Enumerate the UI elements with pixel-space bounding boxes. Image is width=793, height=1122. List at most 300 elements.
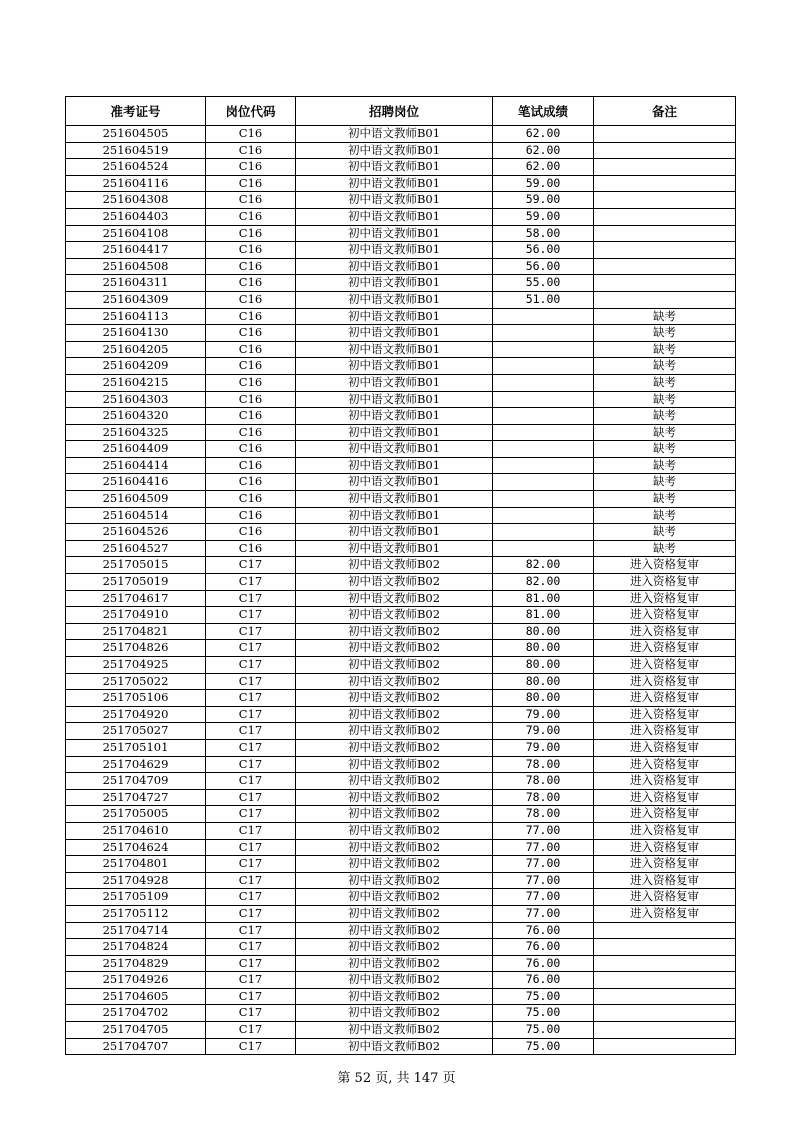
written-score-cell <box>493 424 594 441</box>
ticket-number-cell: 251604215 <box>66 374 206 391</box>
written-score-cell: 78.00 <box>493 806 594 823</box>
table-row <box>66 1038 736 1055</box>
position-code-cell: C17 <box>206 1022 296 1039</box>
written-score-cell: 51.00 <box>493 291 594 308</box>
ticket-number-cell: 251604308 <box>66 192 206 209</box>
table-row <box>66 889 736 906</box>
written-score-cell <box>493 408 594 425</box>
ticket-number-cell: 251704926 <box>66 972 206 989</box>
ticket-number-cell: 251704709 <box>66 773 206 790</box>
position-code-cell: C16 <box>206 341 296 358</box>
recruit-position-cell: 初中语文教师B02 <box>296 789 493 806</box>
written-score-cell <box>493 374 594 391</box>
ticket-number-cell: 251704702 <box>66 1005 206 1022</box>
position-code-cell: C17 <box>206 806 296 823</box>
header-position-code: 岗位代码 <box>206 97 296 126</box>
recruit-position-cell: 初中语文教师B02 <box>296 673 493 690</box>
position-code-cell: C17 <box>206 856 296 873</box>
recruit-position-cell: 初中语文教师B01 <box>296 291 493 308</box>
recruit-position-cell: 初中语文教师B01 <box>296 474 493 491</box>
written-score-cell: 78.00 <box>493 773 594 790</box>
ticket-number-cell: 251604130 <box>66 325 206 342</box>
position-code-cell: C16 <box>206 159 296 176</box>
remarks-cell: 进入资格复审 <box>594 690 736 707</box>
table-row <box>66 341 736 358</box>
ticket-number-cell: 251604519 <box>66 142 206 159</box>
ticket-number-cell: 251604524 <box>66 159 206 176</box>
header-row <box>66 97 736 126</box>
ticket-number-cell: 251704826 <box>66 640 206 657</box>
remarks-cell: 缺考 <box>594 391 736 408</box>
position-code-cell: C17 <box>206 574 296 591</box>
recruit-position-cell: 初中语文教师B01 <box>296 325 493 342</box>
table-row <box>66 939 736 956</box>
ticket-number-cell: 251604113 <box>66 308 206 325</box>
remarks-cell: 进入资格复审 <box>594 739 736 756</box>
results-table <box>65 96 736 1055</box>
remarks-cell <box>594 1038 736 1055</box>
written-score-cell: 80.00 <box>493 640 594 657</box>
recruit-position-cell: 初中语文教师B01 <box>296 225 493 242</box>
ticket-number-cell: 251604325 <box>66 424 206 441</box>
remarks-cell: 进入资格复审 <box>594 839 736 856</box>
remarks-cell <box>594 939 736 956</box>
table-row <box>66 374 736 391</box>
table-row <box>66 507 736 524</box>
table-row <box>66 225 736 242</box>
written-score-cell: 77.00 <box>493 905 594 922</box>
remarks-cell: 缺考 <box>594 424 736 441</box>
position-code-cell: C16 <box>206 308 296 325</box>
table-row <box>66 242 736 259</box>
written-score-cell <box>493 507 594 524</box>
recruit-position-cell: 初中语文教师B01 <box>296 507 493 524</box>
table-row <box>66 789 736 806</box>
recruit-position-cell: 初中语文教师B01 <box>296 524 493 541</box>
position-code-cell: C17 <box>206 623 296 640</box>
table-row <box>66 955 736 972</box>
position-code-cell: C16 <box>206 424 296 441</box>
position-code-cell: C17 <box>206 657 296 674</box>
position-code-cell: C16 <box>206 441 296 458</box>
recruit-position-cell: 初中语文教师B02 <box>296 889 493 906</box>
position-code-cell: C16 <box>206 408 296 425</box>
remarks-cell <box>594 275 736 292</box>
written-score-cell: 75.00 <box>493 1005 594 1022</box>
remarks-cell: 缺考 <box>594 457 736 474</box>
recruit-position-cell: 初中语文教师B01 <box>296 408 493 425</box>
remarks-cell: 进入资格复审 <box>594 640 736 657</box>
written-score-cell: 79.00 <box>493 739 594 756</box>
ticket-number-cell: 251604509 <box>66 491 206 508</box>
table-row <box>66 856 736 873</box>
ticket-number-cell: 251604409 <box>66 441 206 458</box>
remarks-cell: 缺考 <box>594 325 736 342</box>
ticket-number-cell: 251705112 <box>66 905 206 922</box>
remarks-cell: 缺考 <box>594 358 736 375</box>
ticket-number-cell: 251604116 <box>66 175 206 192</box>
recruit-position-cell: 初中语文教师B02 <box>296 723 493 740</box>
table-row <box>66 872 736 889</box>
recruit-position-cell: 初中语文教师B01 <box>296 208 493 225</box>
remarks-cell <box>594 242 736 259</box>
recruit-position-cell: 初中语文教师B02 <box>296 922 493 939</box>
ticket-number-cell: 251604508 <box>66 258 206 275</box>
written-score-cell: 76.00 <box>493 922 594 939</box>
ticket-number-cell: 251704829 <box>66 955 206 972</box>
remarks-cell <box>594 208 736 225</box>
recruit-position-cell: 初中语文教师B02 <box>296 574 493 591</box>
written-score-cell <box>493 524 594 541</box>
position-code-cell: C16 <box>206 457 296 474</box>
position-code-cell: C17 <box>206 889 296 906</box>
ticket-number-cell: 251604403 <box>66 208 206 225</box>
table-row <box>66 391 736 408</box>
ticket-number-cell: 251604417 <box>66 242 206 259</box>
position-code-cell: C16 <box>206 242 296 259</box>
recruit-position-cell: 初中语文教师B02 <box>296 939 493 956</box>
remarks-cell <box>594 192 736 209</box>
table-row <box>66 557 736 574</box>
remarks-cell: 缺考 <box>594 507 736 524</box>
written-score-cell: 62.00 <box>493 126 594 143</box>
remarks-cell <box>594 225 736 242</box>
ticket-number-cell: 251705015 <box>66 557 206 574</box>
written-score-cell: 77.00 <box>493 872 594 889</box>
ticket-number-cell: 251704821 <box>66 623 206 640</box>
header-recruit-position: 招聘岗位 <box>296 97 493 126</box>
recruit-position-cell: 初中语文教师B02 <box>296 1038 493 1055</box>
remarks-cell: 进入资格复审 <box>594 623 736 640</box>
written-score-cell: 78.00 <box>493 756 594 773</box>
remarks-cell: 缺考 <box>594 374 736 391</box>
ticket-number-cell: 251704714 <box>66 922 206 939</box>
position-code-cell: C17 <box>206 756 296 773</box>
table-row <box>66 1022 736 1039</box>
position-code-cell: C16 <box>206 175 296 192</box>
position-code-cell: C17 <box>206 590 296 607</box>
recruit-position-cell: 初中语文教师B01 <box>296 457 493 474</box>
ticket-number-cell: 251704617 <box>66 590 206 607</box>
recruit-position-cell: 初中语文教师B01 <box>296 441 493 458</box>
ticket-number-cell: 251604303 <box>66 391 206 408</box>
recruit-position-cell: 初中语文教师B01 <box>296 175 493 192</box>
header-ticket-number: 准考证号 <box>66 97 206 126</box>
table-row <box>66 806 736 823</box>
written-score-cell <box>493 325 594 342</box>
remarks-cell <box>594 988 736 1005</box>
table-row <box>66 441 736 458</box>
written-score-cell: 62.00 <box>493 142 594 159</box>
ticket-number-cell: 251604514 <box>66 507 206 524</box>
recruit-position-cell: 初中语文教师B01 <box>296 258 493 275</box>
remarks-cell: 进入资格复审 <box>594 557 736 574</box>
written-score-cell: 77.00 <box>493 822 594 839</box>
table-row <box>66 657 736 674</box>
written-score-cell <box>493 308 594 325</box>
table-row <box>66 756 736 773</box>
ticket-number-cell: 251705022 <box>66 673 206 690</box>
recruit-position-cell: 初中语文教师B02 <box>296 739 493 756</box>
position-code-cell: C16 <box>206 208 296 225</box>
written-score-cell: 56.00 <box>493 242 594 259</box>
remarks-cell: 缺考 <box>594 341 736 358</box>
recruit-position-cell: 初中语文教师B02 <box>296 972 493 989</box>
recruit-position-cell: 初中语文教师B02 <box>296 557 493 574</box>
position-code-cell: C16 <box>206 507 296 524</box>
written-score-cell <box>493 491 594 508</box>
remarks-cell: 进入资格复审 <box>594 872 736 889</box>
remarks-cell: 进入资格复审 <box>594 789 736 806</box>
written-score-cell: 80.00 <box>493 690 594 707</box>
table-row <box>66 905 736 922</box>
position-code-cell: C17 <box>206 972 296 989</box>
recruit-position-cell: 初中语文教师B02 <box>296 690 493 707</box>
remarks-cell <box>594 126 736 143</box>
ticket-number-cell: 251604414 <box>66 457 206 474</box>
table-row <box>66 540 736 557</box>
position-code-cell: C16 <box>206 540 296 557</box>
recruit-position-cell: 初中语文教师B01 <box>296 275 493 292</box>
remarks-cell <box>594 159 736 176</box>
position-code-cell: C17 <box>206 557 296 574</box>
table-row <box>66 474 736 491</box>
ticket-number-cell: 251704707 <box>66 1038 206 1055</box>
position-code-cell: C16 <box>206 391 296 408</box>
recruit-position-cell: 初中语文教师B01 <box>296 242 493 259</box>
remarks-cell: 进入资格复审 <box>594 657 736 674</box>
ticket-number-cell: 251604526 <box>66 524 206 541</box>
position-code-cell: C16 <box>206 491 296 508</box>
table-row <box>66 690 736 707</box>
remarks-cell: 进入资格复审 <box>594 773 736 790</box>
ticket-number-cell: 251704910 <box>66 607 206 624</box>
position-code-cell: C16 <box>206 524 296 541</box>
remarks-cell <box>594 1022 736 1039</box>
position-code-cell: C16 <box>206 126 296 143</box>
remarks-cell <box>594 1005 736 1022</box>
table-row <box>66 408 736 425</box>
ticket-number-cell: 251604320 <box>66 408 206 425</box>
table-row <box>66 839 736 856</box>
position-code-cell: C17 <box>206 789 296 806</box>
ticket-number-cell: 251604311 <box>66 275 206 292</box>
ticket-number-cell: 251705027 <box>66 723 206 740</box>
recruit-position-cell: 初中语文教师B01 <box>296 374 493 391</box>
position-code-cell: C17 <box>206 706 296 723</box>
remarks-cell: 进入资格复审 <box>594 856 736 873</box>
position-code-cell: C16 <box>206 275 296 292</box>
recruit-position-cell: 初中语文教师B02 <box>296 806 493 823</box>
table-row <box>66 922 736 939</box>
recruit-position-cell: 初中语文教师B02 <box>296 756 493 773</box>
recruit-position-cell: 初中语文教师B02 <box>296 1005 493 1022</box>
position-code-cell: C17 <box>206 988 296 1005</box>
table-row <box>66 192 736 209</box>
ticket-number-cell: 251604209 <box>66 358 206 375</box>
ticket-number-cell: 251704629 <box>66 756 206 773</box>
table-row <box>66 175 736 192</box>
ticket-number-cell: 251704624 <box>66 839 206 856</box>
position-code-cell: C16 <box>206 474 296 491</box>
remarks-cell <box>594 955 736 972</box>
position-code-cell: C16 <box>206 258 296 275</box>
ticket-number-cell: 251604309 <box>66 291 206 308</box>
table-row <box>66 706 736 723</box>
recruit-position-cell: 初中语文教师B01 <box>296 424 493 441</box>
position-code-cell: C17 <box>206 939 296 956</box>
written-score-cell <box>493 457 594 474</box>
remarks-cell <box>594 922 736 939</box>
ticket-number-cell: 251604416 <box>66 474 206 491</box>
written-score-cell: 75.00 <box>493 988 594 1005</box>
position-code-cell: C16 <box>206 192 296 209</box>
remarks-cell: 缺考 <box>594 441 736 458</box>
table-row <box>66 673 736 690</box>
position-code-cell: C16 <box>206 358 296 375</box>
remarks-cell: 进入资格复审 <box>594 806 736 823</box>
written-score-cell: 59.00 <box>493 192 594 209</box>
ticket-number-cell: 251704705 <box>66 1022 206 1039</box>
recruit-position-cell: 初中语文教师B01 <box>296 540 493 557</box>
table-row <box>66 325 736 342</box>
recruit-position-cell: 初中语文教师B02 <box>296 822 493 839</box>
position-code-cell: C17 <box>206 872 296 889</box>
remarks-cell <box>594 142 736 159</box>
written-score-cell: 56.00 <box>493 258 594 275</box>
position-code-cell: C17 <box>206 773 296 790</box>
table-row <box>66 1005 736 1022</box>
recruit-position-cell: 初中语文教师B02 <box>296 607 493 624</box>
written-score-cell: 77.00 <box>493 889 594 906</box>
written-score-cell: 77.00 <box>493 856 594 873</box>
written-score-cell: 76.00 <box>493 939 594 956</box>
remarks-cell: 进入资格复审 <box>594 706 736 723</box>
written-score-cell: 76.00 <box>493 972 594 989</box>
recruit-position-cell: 初中语文教师B01 <box>296 142 493 159</box>
written-score-cell: 75.00 <box>493 1038 594 1055</box>
recruit-position-cell: 初中语文教师B01 <box>296 159 493 176</box>
recruit-position-cell: 初中语文教师B01 <box>296 341 493 358</box>
ticket-number-cell: 251705109 <box>66 889 206 906</box>
table-row <box>66 822 736 839</box>
remarks-cell: 缺考 <box>594 474 736 491</box>
written-score-cell: 55.00 <box>493 275 594 292</box>
ticket-number-cell: 251705019 <box>66 574 206 591</box>
written-score-cell: 78.00 <box>493 789 594 806</box>
written-score-cell <box>493 540 594 557</box>
remarks-cell: 进入资格复审 <box>594 905 736 922</box>
position-code-cell: C17 <box>206 922 296 939</box>
ticket-number-cell: 251604108 <box>66 225 206 242</box>
ticket-number-cell: 251704920 <box>66 706 206 723</box>
table-row <box>66 623 736 640</box>
table-row <box>66 424 736 441</box>
written-score-cell <box>493 341 594 358</box>
written-score-cell: 59.00 <box>493 208 594 225</box>
position-code-cell: C17 <box>206 673 296 690</box>
written-score-cell: 58.00 <box>493 225 594 242</box>
written-score-cell: 80.00 <box>493 623 594 640</box>
written-score-cell: 80.00 <box>493 657 594 674</box>
written-score-cell: 81.00 <box>493 590 594 607</box>
position-code-cell: C17 <box>206 839 296 856</box>
remarks-cell: 缺考 <box>594 308 736 325</box>
written-score-cell: 82.00 <box>493 574 594 591</box>
table-row <box>66 524 736 541</box>
recruit-position-cell: 初中语文教师B02 <box>296 640 493 657</box>
recruit-position-cell: 初中语文教师B02 <box>296 590 493 607</box>
table-body <box>66 126 736 1055</box>
ticket-number-cell: 251705005 <box>66 806 206 823</box>
ticket-number-cell: 251704605 <box>66 988 206 1005</box>
table-row <box>66 142 736 159</box>
remarks-cell: 进入资格复审 <box>594 673 736 690</box>
recruit-position-cell: 初中语文教师B01 <box>296 358 493 375</box>
written-score-cell: 81.00 <box>493 607 594 624</box>
ticket-number-cell: 251704801 <box>66 856 206 873</box>
written-score-cell <box>493 441 594 458</box>
position-code-cell: C16 <box>206 225 296 242</box>
ticket-number-cell: 251705106 <box>66 690 206 707</box>
recruit-position-cell: 初中语文教师B02 <box>296 839 493 856</box>
written-score-cell: 80.00 <box>493 673 594 690</box>
recruit-position-cell: 初中语文教师B01 <box>296 491 493 508</box>
written-score-cell: 79.00 <box>493 706 594 723</box>
table-row <box>66 457 736 474</box>
ticket-number-cell: 251604505 <box>66 126 206 143</box>
position-code-cell: C16 <box>206 142 296 159</box>
remarks-cell: 进入资格复审 <box>594 607 736 624</box>
written-score-cell <box>493 474 594 491</box>
table-row <box>66 159 736 176</box>
position-code-cell: C17 <box>206 640 296 657</box>
position-code-cell: C17 <box>206 822 296 839</box>
remarks-cell: 进入资格复审 <box>594 889 736 906</box>
recruit-position-cell: 初中语文教师B02 <box>296 623 493 640</box>
position-code-cell: C17 <box>206 739 296 756</box>
remarks-cell: 缺考 <box>594 491 736 508</box>
position-code-cell: C17 <box>206 955 296 972</box>
position-code-cell: C17 <box>206 1038 296 1055</box>
recruit-position-cell: 初中语文教师B02 <box>296 1022 493 1039</box>
table-row <box>66 607 736 624</box>
position-code-cell: C17 <box>206 1005 296 1022</box>
table-row <box>66 574 736 591</box>
recruit-position-cell: 初中语文教师B02 <box>296 706 493 723</box>
position-code-cell: C17 <box>206 905 296 922</box>
table-row <box>66 988 736 1005</box>
remarks-cell <box>594 972 736 989</box>
remarks-cell: 进入资格复审 <box>594 574 736 591</box>
recruit-position-cell: 初中语文教师B01 <box>296 126 493 143</box>
table-row <box>66 275 736 292</box>
remarks-cell <box>594 291 736 308</box>
remarks-cell <box>594 258 736 275</box>
table-row <box>66 291 736 308</box>
recruit-position-cell: 初中语文教师B02 <box>296 657 493 674</box>
recruit-position-cell: 初中语文教师B01 <box>296 192 493 209</box>
recruit-position-cell: 初中语文教师B02 <box>296 905 493 922</box>
header-remarks: 备注 <box>594 97 736 126</box>
table-row <box>66 258 736 275</box>
table-row <box>66 972 736 989</box>
written-score-cell <box>493 391 594 408</box>
remarks-cell <box>594 175 736 192</box>
written-score-cell: 79.00 <box>493 723 594 740</box>
table-row <box>66 308 736 325</box>
written-score-cell: 82.00 <box>493 557 594 574</box>
